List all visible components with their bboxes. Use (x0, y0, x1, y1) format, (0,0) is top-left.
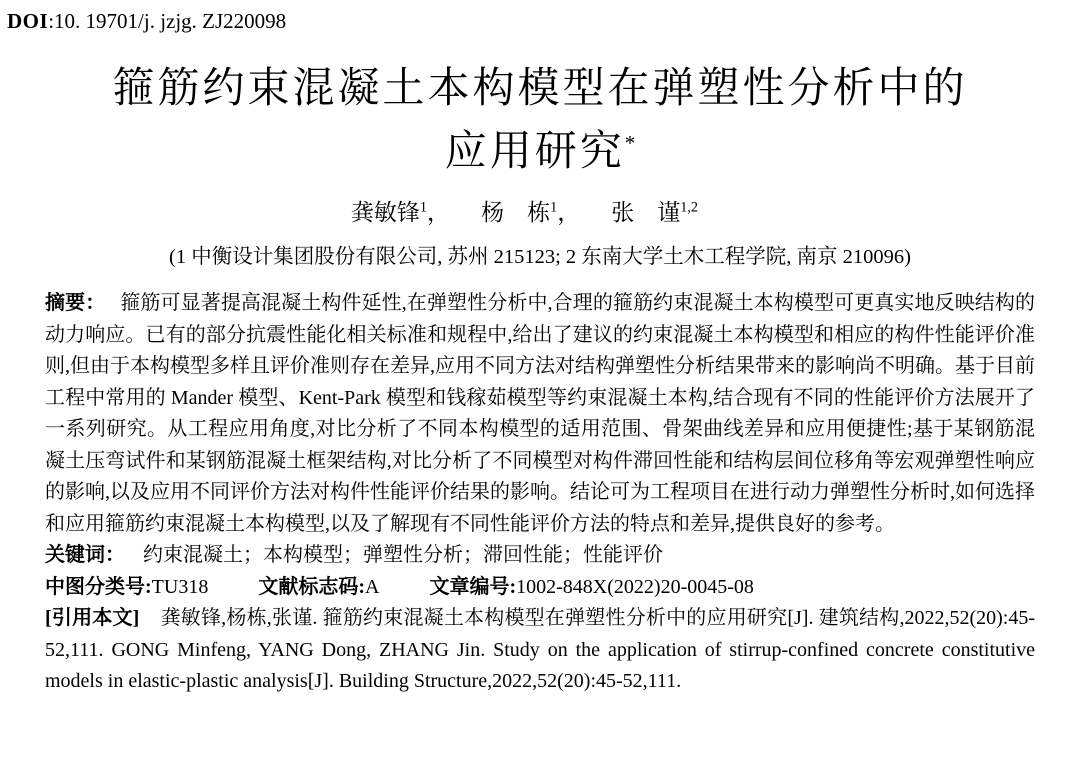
front-matter-block (45, 288, 1035, 698)
document-code-label: 文献标志码: (258, 575, 366, 598)
article-id-value: 1002-848X(2022)20-0045-08 (516, 575, 754, 598)
title-line-2-text: 应用研究 (444, 129, 625, 175)
author-1-affil-sup: 1 (419, 199, 428, 216)
keywords (45, 540, 1035, 572)
affiliation-line: (1 中衡设计集团股份有限公司, 苏州 215123; 2 东南大学土木工程学院, 南京 210096) (169, 246, 911, 268)
title-line-2 (40, 121, 1040, 184)
doi-label: DOI (7, 9, 49, 33)
abstract-label: 摘要： (45, 292, 106, 314)
author-1 (351, 200, 481, 225)
author-3-affil-sup: 1,2 (680, 199, 699, 216)
authors-line (0, 196, 1080, 230)
clc-value: TU318 (151, 575, 209, 598)
document-code (258, 576, 379, 598)
author-separator: ， (427, 200, 451, 225)
article-id (429, 576, 753, 598)
paper-title (40, 58, 1040, 184)
doi-value: :10. 19701/j. jzjg. ZJ220098 (48, 9, 287, 33)
document-code-value: A (365, 575, 380, 598)
citation-english: GONG Minfeng, YANG Dong, ZHANG Jin. Study on the application of stirrup-confined concrete constitutive models in elastic-plastic analysis[J]. Building Structure,2022,52(20):45-52,111. (45, 638, 1036, 692)
author-3-name: 张 谨 (611, 200, 681, 225)
clc-number (45, 576, 208, 598)
keywords-label: 关键词： (45, 544, 125, 566)
author-1-name: 龚敏锋 (350, 200, 420, 225)
author-2-affil-sup: 1 (550, 199, 558, 216)
author-2-name: 杨 栋 (481, 200, 551, 225)
author-2 (481, 200, 611, 225)
keywords-text: 约束混凝土；本构模型；弹塑性分析；滞回性能；性能评价 (143, 544, 663, 566)
citation-label: [引用本文] (45, 607, 140, 629)
clc-label: 中图分类号: (45, 575, 152, 598)
abstract (45, 288, 1035, 540)
citation (45, 603, 1035, 698)
title-footnote-marker: * (624, 131, 636, 155)
classification-line (45, 572, 1035, 604)
citation-chinese: 龚敏锋,杨栋,张谨. 箍筋约束混凝土本构模型在弹塑性分析中的应用研究[J]. 建筑结构,2022,52(20):45-52,111. (45, 607, 1036, 661)
author-separator: ， (557, 200, 581, 225)
author-3 (611, 200, 729, 225)
article-id-label: 文章编号: (429, 575, 517, 598)
paper-page (0, 8, 1080, 765)
doi-line (7, 8, 1080, 34)
abstract-text: 箍筋可显著提高混凝土构件延性,在弹塑性分析中,合理的箍筋约束混凝土本构模型可更真实地反映结构的动力响应。已有的部分抗震性能化相关标准和规程中,给出了建议的约束混凝土本构模型和相应的构件性能评价准则,但由于本构模型多样且评价准则存在差异,应用不同方法对结构弹塑性分析结果带来的影响尚不明确。基于目前工程中常用的 Mander 模型、Kent-Park 模型和钱稼茹模型等约束混凝土本构,结合现有不同的性能评价方法展开了一系列研究。从工程应用角度,对比分析了不同本构模型的适用范围、骨架曲线差异和应用便捷性;基于某钢筋混凝土压弯试件和某钢筋混凝土框架结构,对比分析了不同模型对构件滞回性能和结构层间位移角等宏观弹塑性响应的影响,以及应用不同评价方法对构件性能评价结果的影响。结论可为工程项目在进行动力弹塑性分析时,如何选择和应用箍筋约束混凝土本构模型,以及了解现有不同性能评价方法的特点和差异,提供良好的参考。 (45, 292, 1036, 535)
title-line-1: 箍筋约束混凝土本构模型在弹塑性分析中的 (112, 66, 968, 112)
